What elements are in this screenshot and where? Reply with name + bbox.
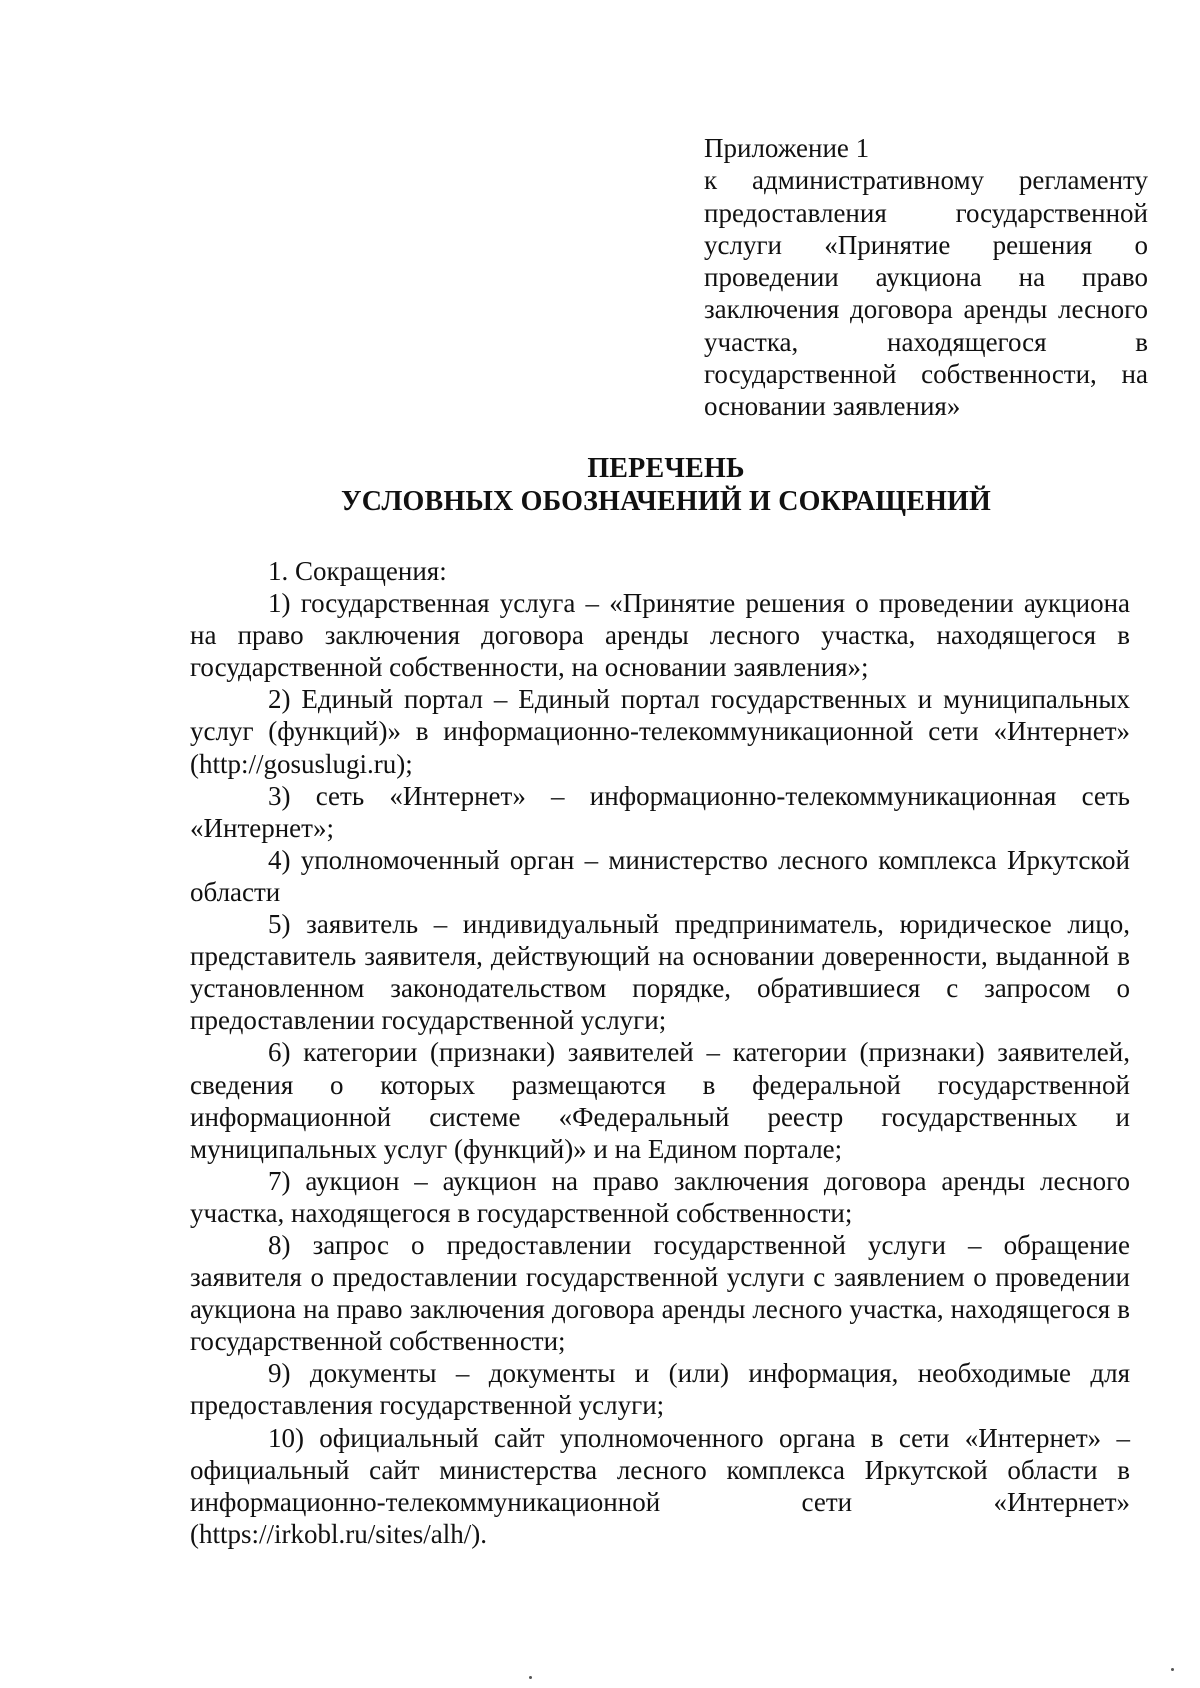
list-item-10: 10) официальный сайт уполномоченного органа в сети «Интернет» – официальный сайт министерства лесного комплекса Иркутской области в информационно-телекоммуникационной сети «Интернет» (https://irkobl.ru/sites/alh/). <box>190 1422 1130 1549</box>
appendix-title: Приложение 1 <box>704 133 870 163</box>
appendix-reference: к административному регламенту предоставления государственной услуги «Принятие решения о проведении аукциона на право заключения договора аренды лесного участка, находящегося в государственной собственности, на основании заявления» <box>704 165 1148 422</box>
document-heading <box>200 452 1132 518</box>
list-item-6: 6) категории (признаки) заявителей – категории (признаки) заявителей, сведения о которых размещаются в федеральной государственной информационной системе «Федеральный реестр государственных и муниципальных услуг (функций)» и на Едином портале; <box>190 1037 1130 1164</box>
scan-speck <box>529 1676 532 1679</box>
heading-line-2: УСЛОВНЫХ ОБОЗНАЧЕНИЙ И СОКРАЩЕНИЙ <box>340 486 992 517</box>
list-item-3: 3) сеть «Интернет» – информационно-телекоммуникационная сеть «Интернет»; <box>190 780 1130 843</box>
section-title: 1. Сокращения: <box>268 556 447 586</box>
list-item-4: 4) уполномоченный орган – министерство лесного комплекса Иркутской области <box>190 844 1130 907</box>
heading-line-1: ПЕРЕЧЕНЬ <box>587 453 745 484</box>
document-body <box>190 555 1130 1550</box>
scan-speck <box>1171 1668 1174 1671</box>
list-item-1: 1) государственная услуга – «Принятие решения о проведении аукциона на право заключения договора аренды лесного участка, находящегося в государственной собственности, на основании заявления»; <box>190 588 1130 683</box>
list-item-7: 7) аукцион – аукцион на право заключения договора аренды лесного участка, находящегося в государственной собственности; <box>190 1165 1130 1228</box>
appendix-block <box>704 132 1148 423</box>
list-item-8: 8) запрос о предоставлении государственной услуги – обращение заявителя о предоставлении государственной услуги с заявлением о проведении аукциона на право заключения договора аренды лесного участка, находящегося в государственной собственности; <box>190 1229 1130 1357</box>
list-item-2: 2) Единый портал – Единый портал государственных и муниципальных услуг (функций)» в информационно-телекоммуникационной сети «Интернет» (http://gosuslugi.ru); <box>190 684 1130 779</box>
list-item-5: 5) заявитель – индивидуальный предприниматель, юридическое лицо, представитель заявителя, действующий на основании доверенности, выданной в установленном законодательством порядке, обратившиеся с запросом о предоставлении государственной услуги; <box>190 909 1130 1036</box>
list-item-9: 9) документы – документы и (или) информация, необходимые для предоставления государственной услуги; <box>190 1358 1130 1421</box>
